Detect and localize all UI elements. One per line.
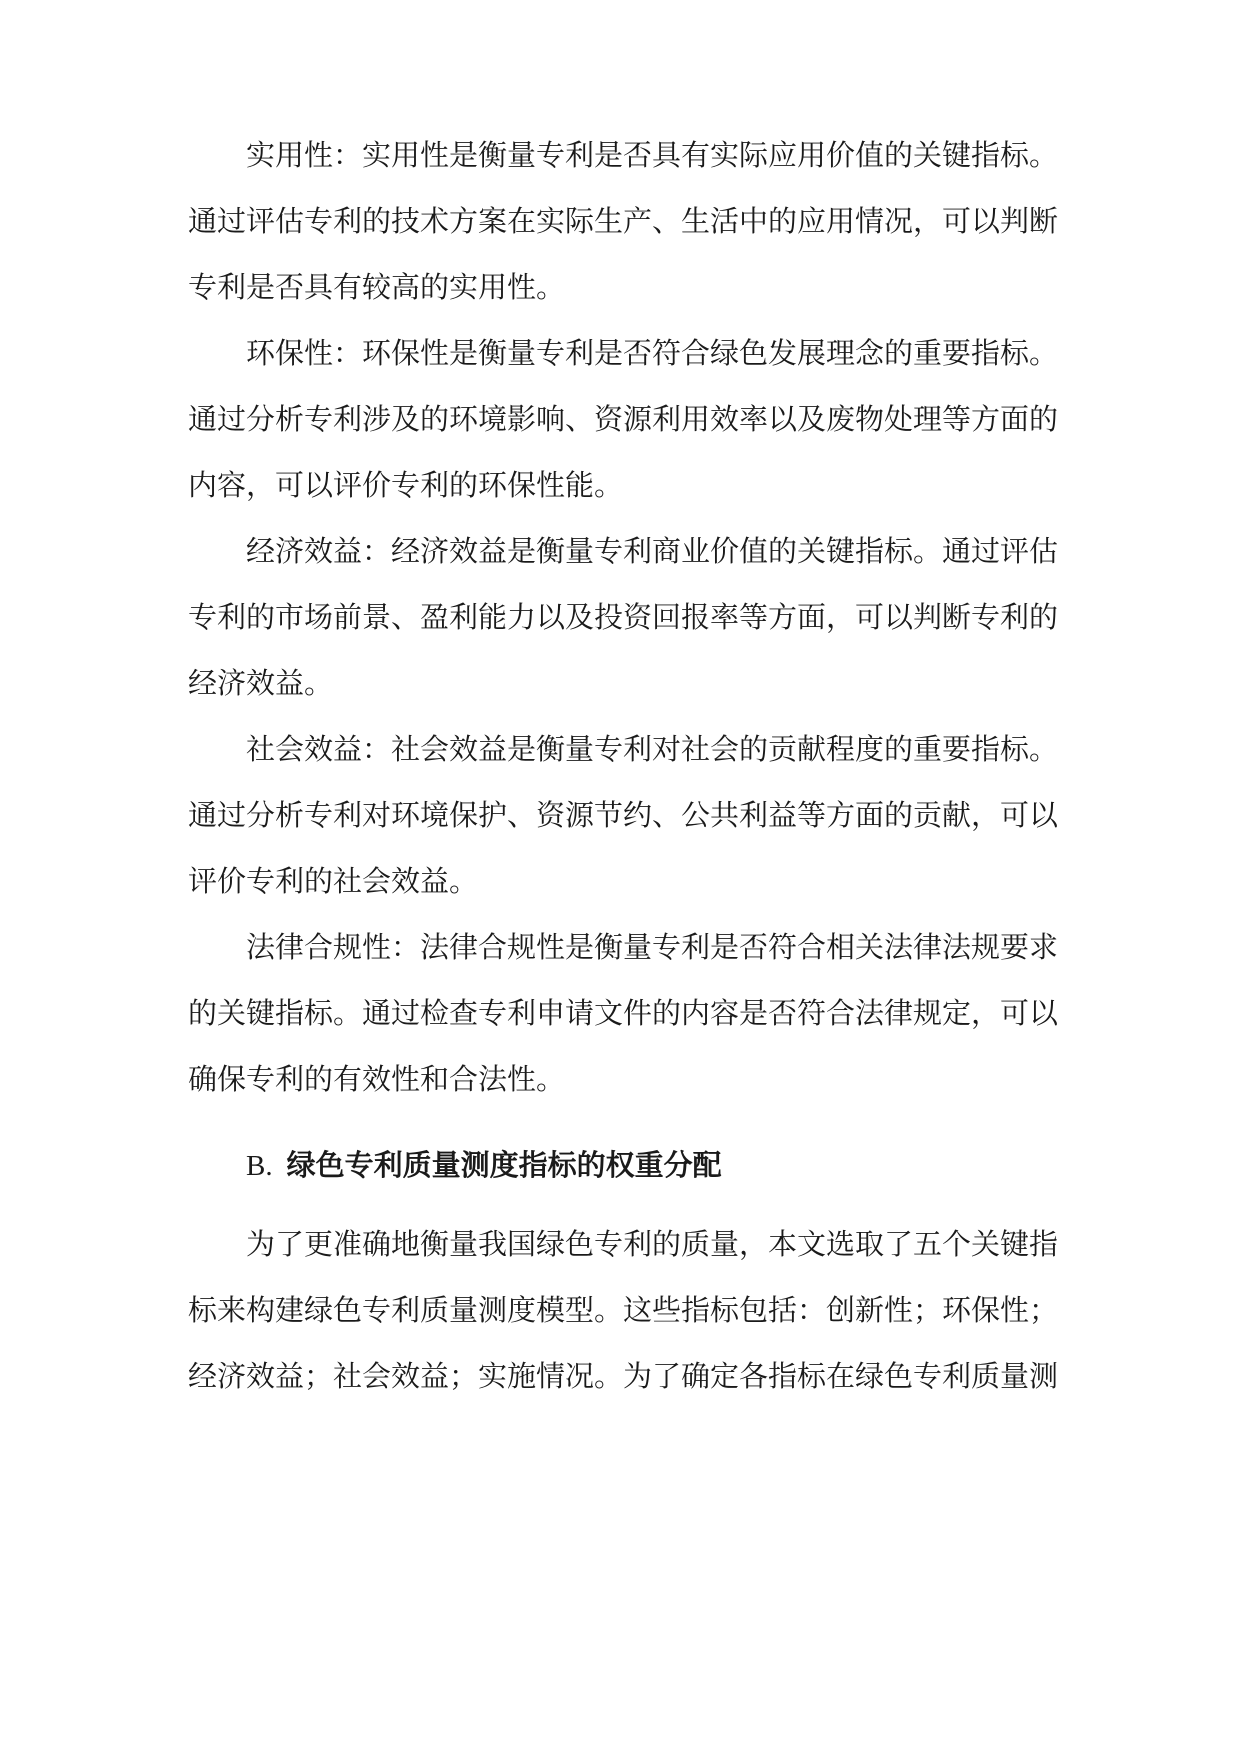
paragraph-line: 专利是否具有较高的实用性。 [188, 270, 566, 304]
paragraph-line: 标来构建绿色专利质量测度模型。这些指标包括：创新性；环保性； [188, 1293, 1059, 1327]
paragraph-line: 评价专利的社会效益。 [188, 864, 479, 898]
paragraph-line: 法律合规性：法律合规性是衡量专利是否符合相关法律法规要求 [246, 930, 1059, 964]
paragraph-line: 社会效益：社会效益是衡量专利对社会的贡献程度的重要指标。 [246, 732, 1059, 766]
paragraph-line: 通过分析专利对环境保护、资源节约、公共利益等方面的贡献，可以 [188, 798, 1059, 832]
section-heading [246, 1145, 722, 1185]
paragraph-line: 实用性：实用性是衡量专利是否具有实际应用价值的关键指标。 [246, 138, 1059, 172]
paragraph-line: 专利的市场前景、盈利能力以及投资回报率等方面，可以判断专利的 [188, 600, 1059, 634]
paragraph-line: 经济效益；社会效益；实施情况。为了确定各指标在绿色专利质量测 [188, 1359, 1059, 1393]
paragraph-line: 确保专利的有效性和合法性。 [188, 1062, 566, 1096]
paragraph-line: 为了更准确地衡量我国绿色专利的质量，本文选取了五个关键指 [246, 1227, 1059, 1261]
section-number: B. [246, 1150, 273, 1182]
paragraph-line: 经济效益：经济效益是衡量专利商业价值的关键指标。通过评估 [246, 534, 1059, 568]
paragraph-line: 内容，可以评价专利的环保性能。 [188, 468, 624, 502]
paragraph-line: 经济效益。 [188, 666, 334, 700]
paragraph-line: 通过分析专利涉及的环境影响、资源利用效率以及废物处理等方面的 [188, 402, 1059, 436]
paragraph-line: 通过评估专利的技术方案在实际生产、生活中的应用情况，可以判断 [188, 204, 1059, 238]
paragraph-line: 的关键指标。通过检查专利申请文件的内容是否符合法律规定，可以 [188, 996, 1059, 1030]
paragraph-line: 环保性：环保性是衡量专利是否符合绿色发展理念的重要指标。 [246, 336, 1059, 370]
section-title: 绿色专利质量测度指标的权重分配 [286, 1148, 722, 1182]
